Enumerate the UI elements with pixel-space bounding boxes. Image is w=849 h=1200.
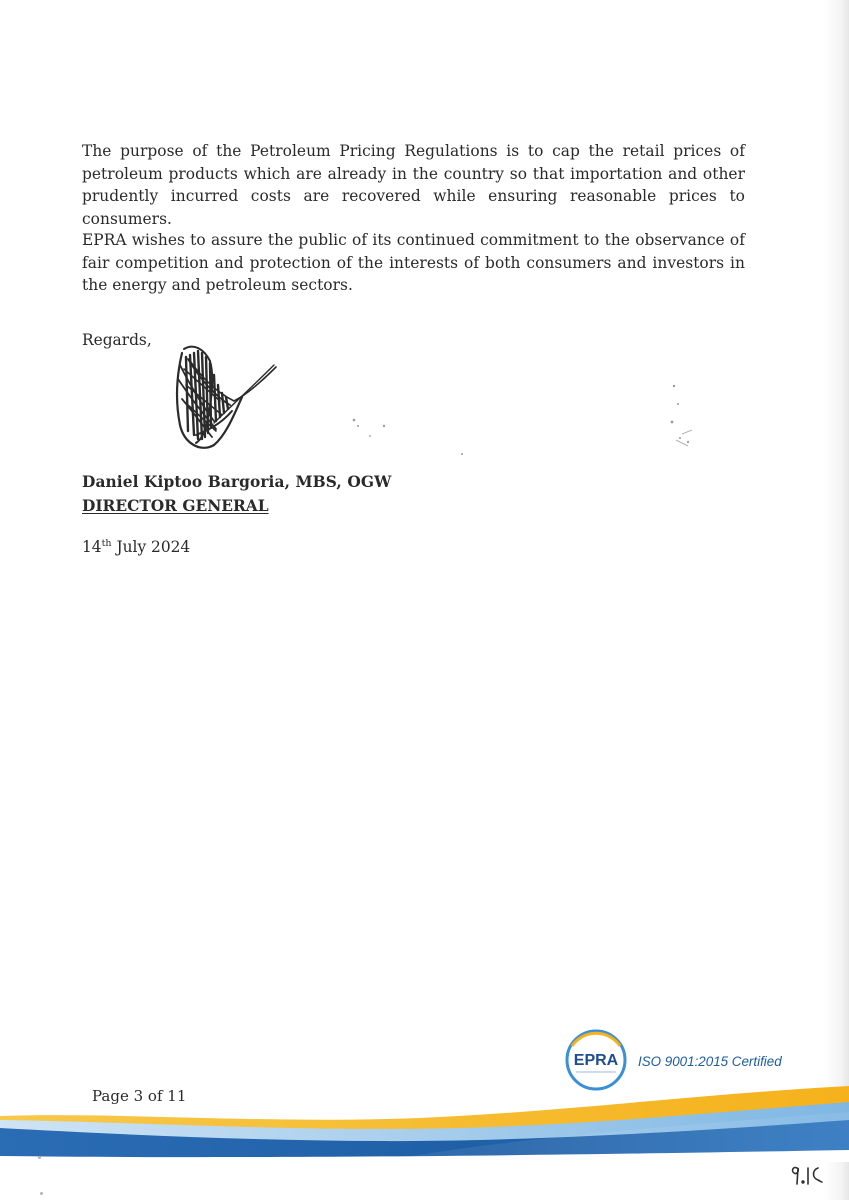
body-paragraph-commitment: EPRA wishes to assure the public of its continued commitment to the observance of fair competition and protection of the interests of both consumers and investors in the energy and petroleum sectors. [82,231,745,294]
handwritten-signature [160,335,295,460]
closing-regards: Regards, [82,331,152,349]
page-edge-shadow [825,0,849,1200]
handwritten-page-mark [788,1158,828,1190]
date-month-year: July 2024 [116,538,191,556]
scanner-stray-marks [340,380,720,470]
scan-speck [40,1192,43,1195]
letter-date [82,538,190,556]
signatory-name: Daniel Kiptoo Bargoria, MBS, OGW [82,473,392,491]
footer-wave-banner [0,1072,849,1162]
date-day: 14 [82,538,102,556]
iso-certification: ISO 9001:2015 Certified [638,1054,782,1069]
scan-speck [38,1156,41,1159]
logo-text: EPRA [573,1052,619,1069]
date-day-suffix: th [101,538,112,549]
signatory-title: DIRECTOR GENERAL [82,497,269,515]
page-number: Page 3 of 11 [92,1087,187,1105]
body-paragraph-purpose: The purpose of the Petroleum Pricing Regulations is to cap the retail prices of petroleum products which are already in the country so that importation and other prudently incurred costs are recovered while ensuring reasonable prices to consumers. [82,142,745,228]
